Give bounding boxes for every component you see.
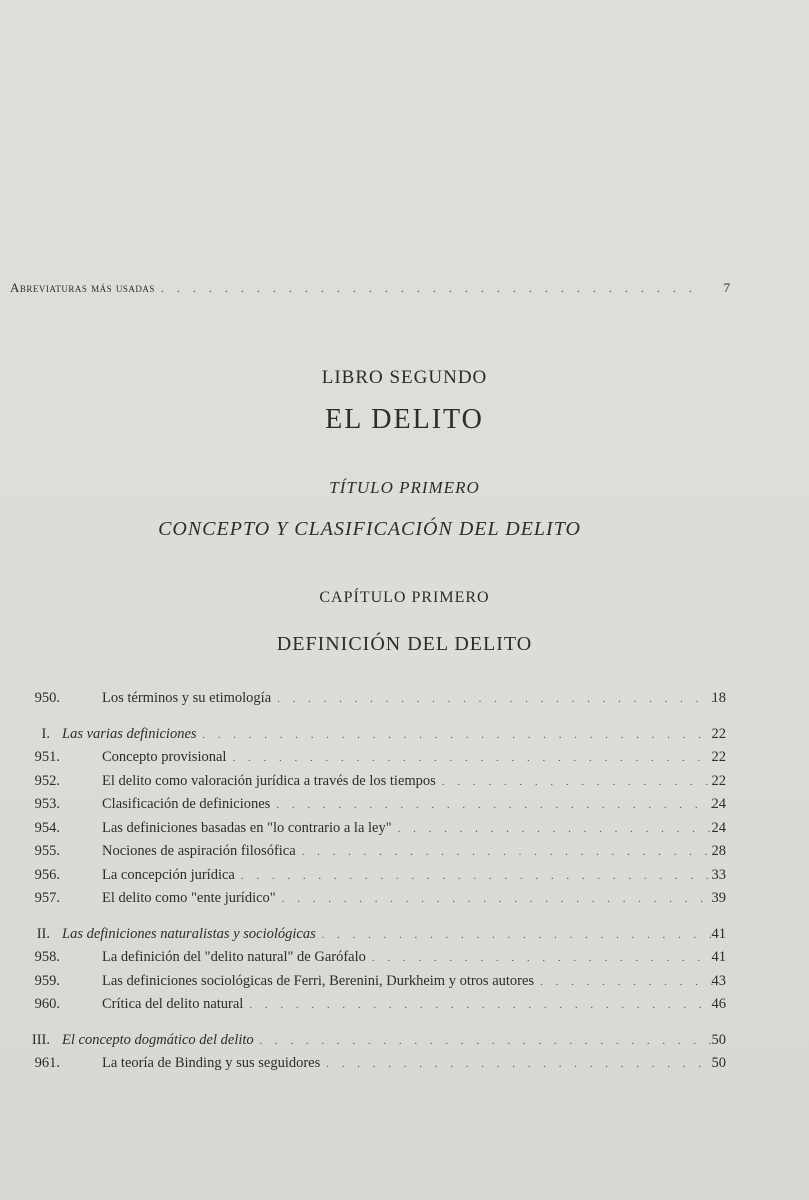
toc-entry-text: [102, 890, 719, 907]
toc-entry-row[interactable]: [0, 973, 809, 997]
toc-entry-text: [102, 820, 719, 837]
toc-entry-number: 953.: [34, 796, 60, 812]
toc-entry-label: Crítica del delito natural: [102, 996, 244, 1012]
toc-entry-page: 24: [711, 819, 726, 836]
leader-dots: [249, 999, 713, 1011]
toc-entry-label: La concepción jurídica: [102, 866, 235, 883]
toc-entry-number: 960.: [34, 996, 60, 1012]
toc-entry-label: Las definiciones sociológicas de Ferri, Berenini, Durkheim y otros autores: [102, 972, 535, 989]
toc-entry-page: 41: [711, 925, 726, 942]
toc-entry-row[interactable]: [0, 690, 809, 714]
toc-entry-number: III.: [31, 1031, 50, 1048]
toc-entry-page: 41: [711, 949, 726, 965]
toc-entry-page: 24: [711, 796, 726, 812]
toc-entry-page: 22: [711, 772, 726, 789]
toc-section-row[interactable]: [0, 726, 809, 750]
toc-entry-page: 22: [711, 725, 726, 742]
toc-entry-row[interactable]: [0, 867, 809, 891]
toc-entry-text: [62, 926, 719, 943]
toc-entry-text: [102, 973, 719, 990]
toc-entry-text: [62, 1032, 719, 1049]
toc-entry-number: 954.: [34, 819, 60, 836]
toc-entry-label: Nociones de aspiración filosófica: [102, 843, 296, 859]
toc-entry-row[interactable]: [0, 773, 809, 797]
toc-entry-label: Concepto provisional: [102, 749, 227, 765]
title-label: TÍTULO PRIMERO: [329, 478, 480, 497]
toc-entry-number: 951.: [34, 749, 60, 765]
toc-entry-page: 50: [711, 1055, 726, 1071]
toc-entry-number: 958.: [34, 949, 60, 965]
toc-entry-label: La teoría de Binding y sus seguidores: [102, 1055, 321, 1071]
toc-entry-number: 952.: [34, 772, 60, 789]
toc-entry-label: La definición del "delito natural" de Garófalo: [102, 949, 366, 965]
toc-entry-number: II.: [36, 925, 50, 942]
toc-entry-label: Las definiciones naturalistas y sociológicas: [62, 925, 316, 942]
leader-dots: [398, 823, 713, 835]
toc-entry-page: 46: [711, 996, 726, 1012]
toc-group: [0, 690, 809, 714]
title-name: CONCEPTO Y CLASIFICACIÓN DEL DELITO: [158, 518, 581, 540]
leader-dots: [276, 799, 713, 811]
chapter-name: DEFINICIÓN DEL DELITO: [276, 633, 533, 655]
abbreviations-page: 7: [723, 280, 730, 295]
toc-entry-page: 22: [711, 749, 726, 765]
toc-entry-number: 961.: [34, 1055, 60, 1071]
toc-entry-number: 955.: [34, 843, 60, 859]
toc-entry-row[interactable]: [0, 949, 809, 973]
leader-dots: [326, 1058, 713, 1070]
leader-dots: [260, 1035, 713, 1047]
toc-entry-label: Las definiciones basadas en "lo contrario a la ley": [102, 819, 392, 836]
book-title: EL DELITO: [325, 404, 484, 435]
toc-entry-label: Las varias definiciones: [62, 725, 197, 742]
toc-entry-text: [102, 773, 719, 790]
leader-dots: [277, 693, 713, 705]
toc-entry-row[interactable]: [0, 796, 809, 820]
toc-entry-page: 33: [711, 866, 726, 883]
toc-entry-row[interactable]: [0, 749, 809, 773]
table-of-contents: [0, 690, 809, 1091]
leader-dots: [282, 893, 713, 905]
leader-dots: [372, 952, 713, 964]
toc-entry-text: [62, 726, 719, 743]
toc-entry-label: Los términos y su etimología: [102, 690, 272, 706]
toc-entry-page: 43: [711, 972, 726, 989]
toc-group: [0, 1032, 809, 1079]
leader-dots: [241, 870, 713, 882]
toc-entry-label: El delito como valoración jurídica a través de los tiempos: [102, 772, 436, 789]
toc-entry-row[interactable]: [0, 890, 809, 914]
toc-abbreviations-row[interactable]: [10, 280, 730, 296]
toc-entry-text: [102, 749, 719, 766]
leader-dots: [302, 846, 713, 858]
toc-entry-text: [102, 867, 719, 884]
toc-entry-text: [102, 996, 719, 1013]
leader-dots: [203, 729, 713, 741]
book-label: LIBRO SEGUNDO: [321, 367, 488, 388]
toc-entry-number: 956.: [34, 866, 60, 883]
toc-entry-text: [102, 843, 719, 860]
toc-entry-row[interactable]: [0, 996, 809, 1020]
abbreviations-label: Abreviaturas más usadas: [10, 280, 155, 295]
toc-entry-page: 18: [711, 690, 726, 706]
toc-group: [0, 726, 809, 914]
toc-section-row[interactable]: [0, 1032, 809, 1056]
leader-dots: [232, 752, 713, 764]
toc-entry-label: El delito como "ente jurídico": [102, 890, 276, 906]
leader-dots: [322, 929, 713, 941]
toc-entry-text: [102, 796, 719, 813]
toc-section-row[interactable]: [0, 926, 809, 950]
toc-group: [0, 926, 809, 1020]
toc-entry-number: 957.: [34, 890, 60, 906]
leader-dots: [161, 281, 706, 296]
toc-entry-text: [102, 690, 719, 707]
toc-entry-number: 959.: [34, 972, 60, 989]
toc-entry-number: 950.: [34, 690, 60, 706]
toc-entry-row[interactable]: [0, 820, 809, 844]
toc-entry-label: Clasificación de definiciones: [102, 796, 271, 812]
toc-entry-page: 39: [711, 890, 726, 906]
chapter-label: CAPÍTULO PRIMERO: [319, 589, 490, 606]
toc-entry-label: El concepto dogmático del delito: [62, 1031, 254, 1048]
leader-dots: [442, 776, 713, 788]
toc-entry-text: [102, 949, 719, 966]
toc-entry-number: I.: [41, 725, 50, 742]
toc-entry-row[interactable]: [0, 843, 809, 867]
toc-entry-page: 50: [711, 1031, 726, 1048]
toc-entry-page: 28: [711, 843, 726, 859]
toc-entry-row[interactable]: [0, 1055, 809, 1079]
toc-entry-text: [102, 1055, 719, 1072]
leader-dots: [540, 976, 713, 988]
